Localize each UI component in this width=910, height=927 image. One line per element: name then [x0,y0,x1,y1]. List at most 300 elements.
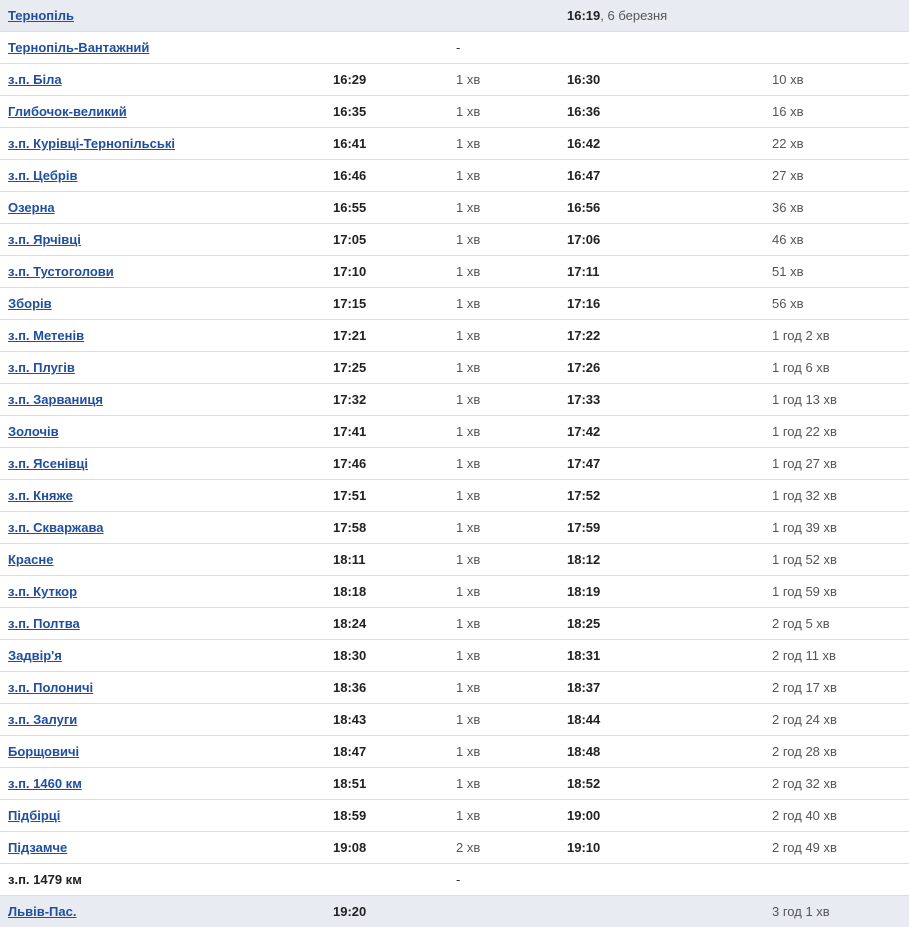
table-row [0,64,909,96]
departure-time-cell [559,800,764,832]
departure-time: 16:56 [567,200,600,215]
stop-duration-cell [448,704,559,736]
table-row [0,224,909,256]
stop-duration-cell [448,160,559,192]
station-link[interactable]: з.п. 1460 км [8,776,82,791]
station-link[interactable]: Золочів [8,424,59,439]
departure-time-cell [559,192,764,224]
table-row [0,192,909,224]
stop-duration-cell [448,0,559,32]
stop-duration: 1 хв [456,584,480,599]
station-cell [0,160,325,192]
table-row [0,32,909,64]
departure-time: 19:10 [567,840,600,855]
stop-duration-cell [448,544,559,576]
table-row [0,160,909,192]
station-cell [0,608,325,640]
arrival-time: 17:32 [333,392,366,407]
departure-time-cell [559,768,764,800]
arrival-time: 18:59 [333,808,366,823]
table-row [0,416,909,448]
departure-time: 16:42 [567,136,600,151]
departure-time: 17:11 [567,264,600,279]
stop-duration: 1 хв [456,136,480,151]
travel-time: 1 год 2 хв [772,328,830,343]
departure-time-cell [559,224,764,256]
departure-time-cell [559,864,764,896]
arrival-time-cell [325,0,448,32]
station-cell [0,288,325,320]
arrival-time-cell [325,224,448,256]
arrival-time-cell [325,160,448,192]
travel-time-cell [764,768,909,800]
travel-time: 2 год 5 хв [772,616,830,631]
table-row [0,320,909,352]
travel-time-cell [764,160,909,192]
table-row [0,96,909,128]
departure-time-cell [559,544,764,576]
arrival-time-cell [325,896,448,927]
arrival-time-cell [325,512,448,544]
arrival-time: 17:10 [333,264,366,279]
travel-time-cell [764,256,909,288]
table-row [0,704,909,736]
table-row [0,832,909,864]
departure-time-cell [559,640,764,672]
departure-date: , 6 березня [600,8,667,23]
station-link[interactable]: з.п. Ярчівці [8,232,81,247]
station-name: з.п. 1479 км [8,872,82,887]
travel-time-cell [764,64,909,96]
arrival-time-cell [325,320,448,352]
departure-time: 17:52 [567,488,600,503]
stop-duration-cell [448,576,559,608]
travel-time: 16 хв [772,104,803,119]
stop-duration-cell [448,448,559,480]
arrival-time-cell [325,96,448,128]
travel-time-cell [764,832,909,864]
arrival-time: 17:15 [333,296,366,311]
arrival-time: 18:30 [333,648,366,663]
departure-time: 18:37 [567,680,600,695]
departure-time: 17:26 [567,360,600,375]
table-row [0,288,909,320]
stop-duration: 1 хв [456,392,480,407]
departure-time: 16:30 [567,72,600,87]
table-row [0,448,909,480]
departure-time-cell [559,320,764,352]
stop-duration-cell [448,480,559,512]
station-link[interactable]: Львів-Пас. [8,904,76,919]
departure-time: 17:16 [567,296,600,311]
stop-duration-cell [448,832,559,864]
stop-duration-cell [448,64,559,96]
travel-time-cell [764,800,909,832]
stop-duration-cell [448,32,559,64]
station-link[interactable]: з.п. Тустоголови [8,264,114,279]
arrival-time: 17:58 [333,520,366,535]
travel-time: 2 год 17 хв [772,680,837,695]
station-link[interactable]: Озерна [8,200,55,215]
travel-time: 1 год 59 хв [772,584,837,599]
stop-duration-cell [448,192,559,224]
stop-duration: 1 хв [456,744,480,759]
station-link[interactable]: з.п. Плугів [8,360,75,375]
station-cell [0,256,325,288]
station-cell [0,64,325,96]
travel-time: 1 год 13 хв [772,392,837,407]
arrival-time: 17:21 [333,328,366,343]
arrival-time: 19:08 [333,840,366,855]
station-cell [0,96,325,128]
station-link[interactable]: з.п. Полоничі [8,680,93,695]
table-row [0,640,909,672]
station-link[interactable]: з.п. Біла [8,72,62,87]
stop-duration: - [456,40,460,55]
arrival-time: 17:41 [333,424,366,439]
stop-duration: 1 хв [456,648,480,663]
station-cell [0,0,325,32]
station-cell [0,32,325,64]
departure-time-cell [559,576,764,608]
travel-time: 10 хв [772,72,803,87]
station-link[interactable]: Зборів [8,296,52,311]
travel-time-cell [764,512,909,544]
table-row [0,480,909,512]
station-cell [0,480,325,512]
departure-time: 17:42 [567,424,600,439]
departure-time-cell [559,96,764,128]
departure-time: 18:12 [567,552,600,567]
station-link[interactable]: з.п. Скваржава [8,520,104,535]
station-link[interactable]: Підбірці [8,808,60,823]
stop-duration: 2 хв [456,840,480,855]
table-row [0,544,909,576]
stop-duration: 1 хв [456,712,480,727]
travel-time: 1 год 39 хв [772,520,837,535]
station-link[interactable]: з.п. Залуги [8,712,77,727]
arrival-time-cell [325,352,448,384]
arrival-time-cell [325,256,448,288]
arrival-time-cell [325,736,448,768]
stop-duration: 1 хв [456,456,480,471]
travel-time: 1 год 22 хв [772,424,837,439]
arrival-time: 18:11 [333,552,366,567]
travel-time: 2 год 11 хв [772,648,836,663]
departure-time-cell [559,288,764,320]
station-cell [0,192,325,224]
departure-time: 18:44 [567,712,600,727]
departure-time-cell [559,672,764,704]
arrival-time: 17:05 [333,232,366,247]
arrival-time-cell [325,832,448,864]
travel-time-cell [764,736,909,768]
arrival-time-cell [325,864,448,896]
station-cell [0,864,325,896]
departure-time: 18:31 [567,648,600,663]
travel-time: 56 хв [772,296,803,311]
travel-time-cell [764,384,909,416]
stop-duration-cell [448,768,559,800]
station-link[interactable]: Тернопіль [8,8,74,23]
station-link[interactable]: Підзамче [8,840,67,855]
travel-time-cell [764,192,909,224]
table-row [0,384,909,416]
stop-duration: 1 хв [456,264,480,279]
travel-time-cell [764,480,909,512]
travel-time: 1 год 32 хв [772,488,837,503]
stop-duration-cell [448,96,559,128]
arrival-time-cell [325,192,448,224]
travel-time-cell [764,448,909,480]
arrival-time: 18:51 [333,776,366,791]
arrival-time: 19:20 [333,904,366,919]
arrival-time-cell [325,64,448,96]
table-row [0,864,909,896]
departure-time: 18:48 [567,744,600,759]
stop-duration-cell [448,320,559,352]
departure-time-cell [559,832,764,864]
travel-time-cell [764,0,909,32]
stop-duration: 1 хв [456,360,480,375]
arrival-time: 18:36 [333,680,366,695]
arrival-time: 18:43 [333,712,366,727]
travel-time: 22 хв [772,136,803,151]
travel-time-cell [764,352,909,384]
station-cell [0,544,325,576]
station-link[interactable]: з.п. Княже [8,488,73,503]
stop-duration: 1 хв [456,776,480,791]
travel-time-cell [764,704,909,736]
stop-duration: 1 хв [456,200,480,215]
arrival-time: 16:46 [333,168,366,183]
travel-time-cell [764,96,909,128]
departure-time: 17:33 [567,392,600,407]
departure-time-cell [559,608,764,640]
stop-duration: 1 хв [456,72,480,87]
station-cell [0,704,325,736]
arrival-time: 16:29 [333,72,366,87]
stop-duration-cell [448,672,559,704]
arrival-time: 16:35 [333,104,366,119]
table-row [0,800,909,832]
travel-time: 2 год 40 хв [772,808,837,823]
travel-time: 27 хв [772,168,803,183]
departure-time-cell [559,352,764,384]
stop-duration-cell [448,128,559,160]
departure-time-cell [559,256,764,288]
stop-duration-cell [448,608,559,640]
table-row [0,128,909,160]
travel-time: 1 год 6 хв [772,360,830,375]
stop-duration: 1 хв [456,488,480,503]
stop-duration: 1 хв [456,680,480,695]
departure-time: 17:06 [567,232,600,247]
stop-duration-cell [448,224,559,256]
station-cell [0,640,325,672]
station-cell [0,416,325,448]
departure-time-cell [559,704,764,736]
stop-duration-cell [448,800,559,832]
departure-time-cell [559,160,764,192]
stop-duration-cell [448,256,559,288]
stop-duration-cell [448,640,559,672]
travel-time-cell [764,864,909,896]
station-cell [0,224,325,256]
stop-duration: 1 хв [456,296,480,311]
travel-time-cell [764,224,909,256]
travel-time-cell [764,896,909,927]
station-cell [0,448,325,480]
station-cell [0,736,325,768]
departure-time: 16:47 [567,168,600,183]
station-link[interactable]: з.п. Куткор [8,584,77,599]
arrival-time-cell [325,416,448,448]
station-cell [0,800,325,832]
departure-time-cell [559,32,764,64]
arrival-time-cell [325,128,448,160]
station-link[interactable]: Глибочок-великий [8,104,127,119]
station-cell [0,384,325,416]
stop-duration: 1 хв [456,520,480,535]
arrival-time-cell [325,640,448,672]
station-cell [0,128,325,160]
arrival-time-cell [325,384,448,416]
travel-time: 2 год 49 хв [772,840,837,855]
arrival-time-cell [325,480,448,512]
stop-duration: 1 хв [456,424,480,439]
travel-time: 3 год 1 хв [772,904,830,919]
travel-time: 51 хв [772,264,803,279]
arrival-time-cell [325,800,448,832]
arrival-time: 18:18 [333,584,366,599]
arrival-time-cell [325,544,448,576]
station-link[interactable]: з.п. Полтва [8,616,80,631]
station-link[interactable]: Задвір'я [8,648,62,663]
station-cell [0,576,325,608]
departure-time-cell [559,0,764,32]
stop-duration-cell [448,736,559,768]
table-row [0,672,909,704]
arrival-time: 17:51 [333,488,366,503]
stop-duration-cell [448,864,559,896]
table-row [0,736,909,768]
departure-time: 18:25 [567,616,600,631]
travel-time: 2 год 32 хв [772,776,837,791]
station-cell [0,320,325,352]
travel-time-cell [764,416,909,448]
departure-time: 17:47 [567,456,600,471]
arrival-time: 18:47 [333,744,366,759]
stop-duration: 1 хв [456,168,480,183]
stop-duration-cell [448,352,559,384]
arrival-time-cell [325,672,448,704]
station-cell [0,896,325,927]
stop-duration: 1 хв [456,552,480,567]
departure-time: 18:52 [567,776,600,791]
travel-time-cell [764,544,909,576]
arrival-time-cell [325,288,448,320]
stop-duration: 1 хв [456,616,480,631]
stop-duration: 1 хв [456,232,480,247]
station-link[interactable]: Красне [8,552,53,567]
station-link[interactable]: з.п. Метенів [8,328,84,343]
station-link[interactable]: з.п. Цебрів [8,168,77,183]
table-row [0,512,909,544]
travel-time-cell [764,576,909,608]
travel-time-cell [764,672,909,704]
table-row [0,576,909,608]
departure-time-cell [559,736,764,768]
travel-time-cell [764,128,909,160]
arrival-time-cell [325,448,448,480]
table-row [0,0,909,32]
travel-time: 46 хв [772,232,803,247]
table-row [0,256,909,288]
travel-time-cell [764,608,909,640]
station-cell [0,832,325,864]
station-link[interactable]: Борщовичі [8,744,79,759]
travel-time-cell [764,640,909,672]
departure-time: 17:59 [567,520,600,535]
departure-time-cell [559,448,764,480]
stop-duration: 1 хв [456,808,480,823]
station-link[interactable]: Тернопіль-Вантажний [8,40,149,55]
departure-time: 16:19 [567,8,600,23]
arrival-time-cell [325,768,448,800]
arrival-time-cell [325,704,448,736]
table-row [0,768,909,800]
station-link[interactable]: з.п. Зарваниця [8,392,103,407]
stop-duration-cell [448,288,559,320]
departure-time: 16:36 [567,104,600,119]
arrival-time: 17:25 [333,360,366,375]
travel-time: 1 год 27 хв [772,456,837,471]
departure-time-cell [559,480,764,512]
travel-time: 1 год 52 хв [772,552,837,567]
stop-duration: 1 хв [456,328,480,343]
arrival-time: 18:24 [333,616,366,631]
departure-time-cell [559,128,764,160]
travel-time: 2 год 28 хв [772,744,837,759]
travel-time: 2 год 24 хв [772,712,837,727]
arrival-time-cell [325,608,448,640]
departure-time-cell [559,896,764,927]
departure-time-cell [559,512,764,544]
departure-time-cell [559,416,764,448]
departure-time: 17:22 [567,328,600,343]
station-link[interactable]: з.п. Курівці-Тернопільські [8,136,175,151]
travel-time-cell [764,32,909,64]
station-cell [0,672,325,704]
arrival-time: 16:41 [333,136,366,151]
stop-duration: 1 хв [456,104,480,119]
table-row [0,352,909,384]
table-row [0,896,909,927]
departure-time: 18:19 [567,584,600,599]
arrival-time-cell [325,576,448,608]
travel-time-cell [764,320,909,352]
travel-time-cell [764,288,909,320]
stop-duration-cell [448,512,559,544]
station-cell [0,512,325,544]
travel-time: 36 хв [772,200,803,215]
arrival-time: 17:46 [333,456,366,471]
arrival-time-cell [325,32,448,64]
station-link[interactable]: з.п. Ясенівці [8,456,88,471]
arrival-time: 16:55 [333,200,366,215]
stop-duration-cell [448,416,559,448]
